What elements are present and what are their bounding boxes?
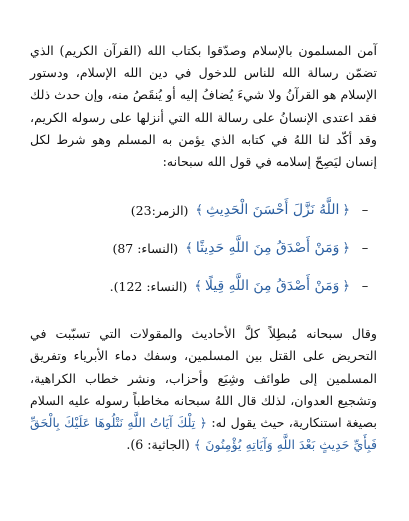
intro-paragraph: آمن المسلمون بالإسلام وصدّقوا بكتاب الله (القرآن الكريم) الذي تضمّن رسالة الله للناس للدخول في دين الله الإسلام، ودستور الإسلام هو القرآنُ ولا شيءَ يُضافُ إليه أو يُنقَصُ منه، وإن حدث ذلك فقد اعتدى الإنسانُ على رسالة الله التي أنزلها على رسوله الكريم، وقد أكّد لنا اللهُ في كتابه الذي يؤمن به المسلم وهو شرط لكل إنسان ليَصِحّ إسلامه في قول الله سبحانه: [30, 43, 377, 170]
quran-bracket-open: ﴿ [342, 202, 350, 218]
verse-reference: (الجاثية: 6). [126, 437, 190, 453]
quran-verse-text: اللَّهُ نَزَّلَ أَحْسَنَ الْحَدِيثِ [206, 202, 340, 219]
verse-reference: (الزمر:23) [130, 202, 189, 218]
second-paragraph [30, 323, 377, 456]
quran-bracket-close: ﴾ [193, 437, 202, 453]
quran-bracket-open: ﴿ [342, 240, 350, 256]
verse-reference: (النساء: 122). [109, 278, 188, 294]
quran-bracket-close: ﴾ [194, 278, 202, 294]
quran-bracket-open: ﴿ [342, 278, 350, 294]
quran-verse-text: وَمَنْ أَصْدَقُ مِنَ اللَّهِ قِيلًا [204, 278, 340, 295]
verse-item [30, 267, 377, 305]
quran-verse-text: تِلْكَ آيَاتُ اللَّهِ نَتْلُوهَا عَلَيْكَ بِالْحَقِّ فَبِأَيِّ حَدِيثٍ بَعْدَ اللَّهِ وَآيَاتِهِ يُؤْمِنُونَ [30, 415, 377, 453]
verse-reference: (النساء: 87) [112, 240, 179, 256]
verse-item [30, 191, 377, 229]
list-dash: – [361, 240, 369, 256]
list-dash: – [361, 202, 369, 218]
document-page [30, 40, 377, 456]
verse-item [30, 229, 377, 267]
quran-bracket-close: ﴾ [195, 202, 204, 218]
quran-verse-text: وَمَنْ أَصْدَقُ مِنَ اللَّهِ حَدِيثًا [195, 240, 340, 257]
list-dash: – [361, 278, 369, 294]
verse-list [30, 191, 377, 305]
quran-bracket-open: ﴿ [199, 415, 208, 431]
paragraph-text: وقال سبحانه مُبطِلاً كلَّ الأحاديث والمقولات التي تسبّبت في التحريض على القتل بين المسلمين، وسفك دماء الأبرياء وتفريق المسلمين إلى طوائف وشِيَع وأحزاب، ونشر خطاب الكراهية، وتشجيع العدوان، لذلك قال اللهُ سبحانه مخاطباً رسوله عليه السلام بصيغة استنكارية، حيث يقول له: [30, 326, 377, 431]
quran-bracket-close: ﴾ [185, 240, 193, 256]
